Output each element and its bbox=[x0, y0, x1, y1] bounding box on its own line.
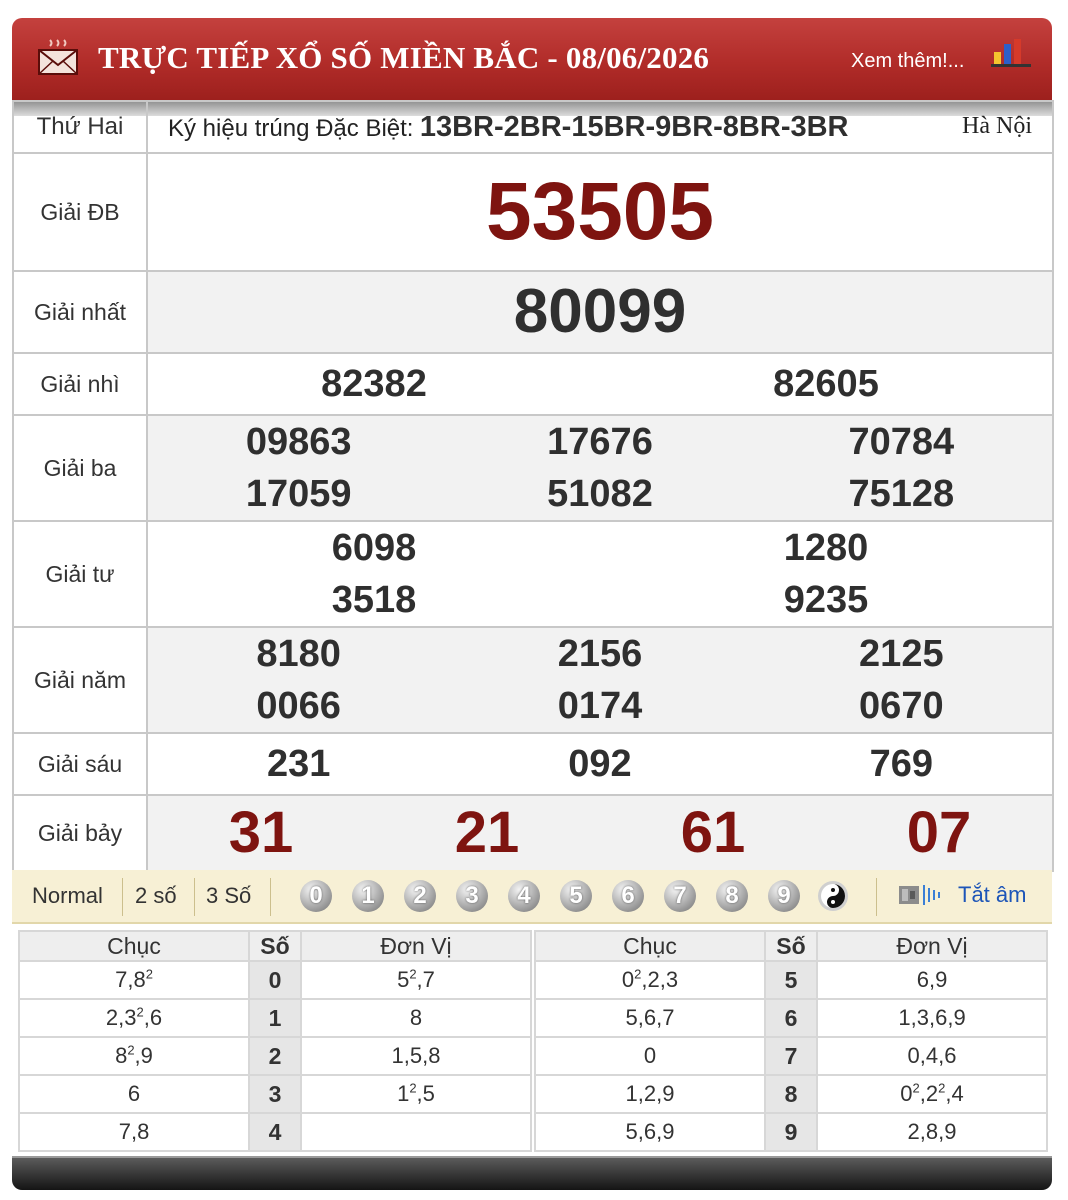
tens-header: Chục bbox=[535, 931, 765, 961]
day-label bbox=[13, 101, 147, 153]
yin-yang-icon[interactable] bbox=[817, 880, 849, 912]
loto-digit: 1 bbox=[391, 1043, 404, 1068]
digit-filter-0[interactable]: 0 bbox=[300, 880, 332, 912]
prize-number: 9235 bbox=[783, 579, 869, 621]
loto-digit: 8 bbox=[409, 1005, 423, 1030]
loto-digit: 5 bbox=[422, 1081, 435, 1106]
prize-label: Giải nhất bbox=[13, 271, 147, 353]
loto-count: 2 bbox=[127, 1042, 135, 1058]
prize-number: 75128 bbox=[848, 473, 955, 515]
prize-number: 8180 bbox=[256, 633, 341, 675]
prize-numbers bbox=[147, 521, 1053, 627]
loto-units-cell: 2,8,9 bbox=[817, 1113, 1047, 1151]
loto-tens-cell: 5,6,9 bbox=[535, 1113, 765, 1151]
loto-tens-cell bbox=[19, 1075, 249, 1113]
loto-digit: 1 bbox=[397, 1081, 410, 1106]
loto-head-cell: 4 bbox=[249, 1113, 301, 1151]
loto-row bbox=[535, 1075, 1047, 1113]
special-code-cell bbox=[147, 101, 1053, 153]
special-prize-number: 53505 bbox=[485, 166, 715, 257]
prize-number: 2156 bbox=[557, 633, 643, 675]
loto-digit: 3 bbox=[916, 1005, 929, 1030]
loto-units-cell: $0^2,2^2,4$ bbox=[817, 1075, 1047, 1113]
footer-bar bbox=[12, 1158, 1052, 1190]
prize-number: 1280 bbox=[783, 527, 869, 569]
prize-row-third bbox=[13, 415, 1053, 521]
loto-head-cell: 1 bbox=[249, 999, 301, 1037]
prize-number: 61 bbox=[680, 800, 746, 865]
loto-digit: 6 bbox=[149, 1005, 163, 1030]
loto-digit: 5 bbox=[625, 1119, 638, 1144]
prize-number: 2125 bbox=[859, 633, 944, 675]
loto-tens-cell bbox=[535, 1037, 765, 1075]
loto-digit: 9 bbox=[662, 1119, 675, 1144]
loto-row bbox=[535, 1037, 1047, 1075]
digit-filter-6[interactable]: 6 bbox=[612, 880, 644, 912]
loto-digit: 6 bbox=[944, 1043, 957, 1068]
mail-icon bbox=[36, 38, 80, 76]
loto-header-row bbox=[535, 931, 1047, 961]
header-bar bbox=[12, 18, 1052, 100]
speaker-mute-icon[interactable] bbox=[898, 882, 946, 908]
prize-label: Giải tư bbox=[13, 521, 147, 627]
loto-digit: 2 bbox=[643, 1081, 657, 1106]
loto-units-cell: 1,5,8 bbox=[301, 1037, 531, 1075]
first-prize-number: 80099 bbox=[513, 277, 687, 346]
prize-number: 82605 bbox=[773, 363, 879, 405]
loto-tens-cell: $0^2,2,3$ bbox=[535, 961, 765, 999]
loto-units-cell bbox=[301, 999, 531, 1037]
loto-count: 2 bbox=[912, 1080, 920, 1096]
loto-row bbox=[19, 961, 531, 999]
loto-head-cell: 6 bbox=[765, 999, 817, 1037]
loto-digit: 6 bbox=[916, 967, 929, 992]
prize-row-fourth bbox=[13, 521, 1053, 627]
loto-digit: 6 bbox=[643, 1119, 657, 1144]
digit-filter-8[interactable]: 8 bbox=[716, 880, 748, 912]
prize-label: Giải năm bbox=[13, 627, 147, 733]
more-link[interactable]: Xem thêm!... bbox=[851, 50, 965, 72]
loto-digit: 6 bbox=[127, 1081, 141, 1106]
loto-table-right bbox=[534, 930, 1048, 1152]
loto-digit: 8 bbox=[133, 967, 146, 992]
loto-digit: 9 bbox=[662, 1081, 675, 1106]
loto-digit: 9 bbox=[140, 1043, 153, 1068]
loto-digit: 8 bbox=[925, 1119, 939, 1144]
prize-label: Giải sáu bbox=[13, 733, 147, 795]
page-title: TRỰC TIẾP XỔ SỐ MIỀN BẮC - 08/06/2026 bbox=[98, 40, 710, 75]
loto-row bbox=[535, 1113, 1047, 1151]
loto-count: 2 bbox=[145, 966, 153, 982]
digit-filter-5[interactable]: 5 bbox=[560, 880, 592, 912]
loto-digit: 7 bbox=[662, 1005, 675, 1030]
digit-filter-1[interactable]: 1 bbox=[352, 880, 384, 912]
loto-units-cell bbox=[301, 1113, 531, 1151]
prize-row-special bbox=[13, 153, 1053, 271]
loto-tens-cell: $8^2,9$ bbox=[19, 1037, 249, 1075]
loto-digit: 7 bbox=[422, 967, 435, 992]
prize-number: 82382 bbox=[321, 363, 427, 405]
loto-digit: 7 bbox=[118, 1119, 131, 1144]
loto-digit: 8 bbox=[115, 1043, 128, 1068]
divider bbox=[876, 878, 877, 916]
loto-units-cell: $1^2,5$ bbox=[301, 1075, 531, 1113]
loto-row bbox=[19, 1075, 531, 1113]
digit-filter-2[interactable]: 2 bbox=[404, 880, 436, 912]
loto-tens-cell: 5,6,7 bbox=[535, 999, 765, 1037]
loto-head-cell: 3 bbox=[249, 1075, 301, 1113]
prize-numbers bbox=[147, 795, 1053, 871]
prize-number: 6098 bbox=[331, 527, 417, 569]
loto-head-cell: 2 bbox=[249, 1037, 301, 1075]
loto-digit: 2 bbox=[907, 1119, 920, 1144]
loto-digit: 2 bbox=[925, 1081, 939, 1106]
loto-row bbox=[19, 999, 531, 1037]
loto-head-cell: 8 bbox=[765, 1075, 817, 1113]
loto-units-cell: 1,3,6,9 bbox=[817, 999, 1047, 1037]
head-header: Số bbox=[249, 931, 301, 961]
prize-label: Giải nhì bbox=[13, 353, 147, 415]
loto-digit: 9 bbox=[935, 967, 948, 992]
mode-normal-button[interactable]: Normal bbox=[32, 883, 103, 908]
prize-row-sixth bbox=[13, 733, 1053, 795]
loto-digit: 3 bbox=[124, 1005, 137, 1030]
loto-digit: 0 bbox=[643, 1043, 657, 1068]
loto-row bbox=[19, 1113, 531, 1151]
prize-number: 769 bbox=[869, 743, 934, 785]
prize-numbers bbox=[147, 271, 1053, 353]
loto-units-cell: $5^2,7$ bbox=[301, 961, 531, 999]
loto-digit: 0 bbox=[900, 1081, 913, 1106]
digit-filter-3[interactable]: 3 bbox=[456, 880, 488, 912]
prize-numbers bbox=[147, 415, 1053, 521]
prize-number: 09863 bbox=[245, 421, 352, 463]
loto-digit: 9 bbox=[953, 1005, 966, 1030]
mode-2-digit-button[interactable]: 2 số bbox=[135, 883, 177, 908]
loto-digit: 4 bbox=[951, 1081, 964, 1106]
prize-number: 092 bbox=[568, 743, 632, 785]
prize-label: Giải ĐB bbox=[13, 153, 147, 271]
mute-sound-button[interactable]: Tắt âm bbox=[958, 882, 1027, 907]
prize-label: Giải ba bbox=[13, 415, 147, 521]
digit-filter-4[interactable]: 4 bbox=[508, 880, 540, 912]
prize-number: 17676 bbox=[547, 421, 653, 463]
digit-filter-9[interactable]: 9 bbox=[768, 880, 800, 912]
loto-digit: 0 bbox=[621, 967, 635, 992]
loto-digit: 6 bbox=[935, 1005, 948, 1030]
prize-row-second bbox=[13, 353, 1053, 415]
prize-number: 0066 bbox=[256, 685, 341, 727]
prize-numbers bbox=[147, 733, 1053, 795]
loto-digit: 6 bbox=[643, 1005, 657, 1030]
head-header: Số bbox=[765, 931, 817, 961]
prize-number: 07 bbox=[906, 800, 972, 865]
loto-header-row bbox=[19, 931, 531, 961]
loto-digit: 4 bbox=[925, 1043, 939, 1068]
prize-number: 21 bbox=[454, 800, 520, 865]
loto-digit: 9 bbox=[944, 1119, 957, 1144]
prize-number: 31 bbox=[228, 800, 294, 865]
results-table bbox=[12, 100, 1054, 872]
divider bbox=[122, 878, 123, 916]
prize-numbers bbox=[147, 353, 1053, 415]
loto-count: 2 bbox=[938, 1080, 946, 1096]
loto-count: 2 bbox=[409, 1080, 417, 1096]
loto-tens-cell: 7,8 bbox=[19, 1113, 249, 1151]
loto-head-cell: 0 bbox=[249, 961, 301, 999]
loto-row bbox=[535, 999, 1047, 1037]
results-widget bbox=[12, 18, 1052, 1190]
units-header: Đơn Vị bbox=[301, 931, 531, 961]
loto-digit: 5 bbox=[409, 1043, 423, 1068]
prize-number: 51082 bbox=[547, 473, 653, 515]
tens-header: Chục bbox=[19, 931, 249, 961]
loto-units-cell: 6,9 bbox=[817, 961, 1047, 999]
loto-tens-cell: 1,2,9 bbox=[535, 1075, 765, 1113]
loto-head-cell: 5 bbox=[765, 961, 817, 999]
loto-digit: 5 bbox=[397, 967, 410, 992]
prize-numbers bbox=[147, 627, 1053, 733]
day-text: Thứ Hai bbox=[36, 113, 124, 140]
prize-number: 17059 bbox=[245, 473, 352, 515]
digit-filter-7[interactable]: 7 bbox=[664, 880, 696, 912]
loto-digit: 1 bbox=[625, 1081, 638, 1106]
special-code-value: 13BR-2BR-15BR-9BR-8BR-3BR bbox=[419, 110, 849, 143]
units-header: Đơn Vị bbox=[817, 931, 1047, 961]
loto-digit: 8 bbox=[428, 1043, 441, 1068]
display-controls bbox=[12, 870, 1052, 924]
prize-number: 0174 bbox=[557, 685, 643, 727]
loto-digit: 8 bbox=[137, 1119, 150, 1144]
loto-tens-cell: $2,3^2,6$ bbox=[19, 999, 249, 1037]
prize-number: 3518 bbox=[331, 579, 417, 621]
prize-number: 0670 bbox=[859, 685, 944, 727]
loto-digit: 2 bbox=[647, 967, 660, 992]
prize-number: 70784 bbox=[848, 421, 955, 463]
loto-digit: 5 bbox=[625, 1005, 638, 1030]
loto-head-cell: 7 bbox=[765, 1037, 817, 1075]
loto-digit: 7 bbox=[115, 967, 128, 992]
prize-row-seventh bbox=[13, 795, 1053, 871]
prize-label: Giải bảy bbox=[13, 795, 147, 871]
prize-row-fifth bbox=[13, 627, 1053, 733]
loto-head-cell: 9 bbox=[765, 1113, 817, 1151]
special-code-label: Ký hiệu trúng Đặc Biệt: bbox=[168, 114, 414, 142]
loto-row bbox=[535, 961, 1047, 999]
loto-row bbox=[19, 1037, 531, 1075]
divider bbox=[270, 878, 271, 916]
loto-digit: 2 bbox=[105, 1005, 119, 1030]
loto-count: 2 bbox=[136, 1004, 144, 1020]
divider bbox=[194, 878, 195, 916]
loto-count: 2 bbox=[634, 966, 642, 982]
bar-chart-icon[interactable] bbox=[990, 38, 1034, 68]
region-label: Hà Nội bbox=[962, 112, 1032, 139]
loto-tens-cell: $7,8^2$ bbox=[19, 961, 249, 999]
loto-table-left bbox=[18, 930, 532, 1152]
prize-number: 231 bbox=[266, 743, 331, 785]
loto-count: 2 bbox=[409, 966, 417, 982]
loto-digit: 1 bbox=[898, 1005, 911, 1030]
info-row bbox=[13, 101, 1053, 153]
prize-numbers bbox=[147, 153, 1053, 271]
loto-digit: 3 bbox=[665, 967, 679, 992]
loto-digit: 0 bbox=[907, 1043, 920, 1068]
mode-3-digit-button[interactable]: 3 Số bbox=[206, 883, 252, 908]
loto-units-cell: 0,4,6 bbox=[817, 1037, 1047, 1075]
prize-row-first bbox=[13, 271, 1053, 353]
